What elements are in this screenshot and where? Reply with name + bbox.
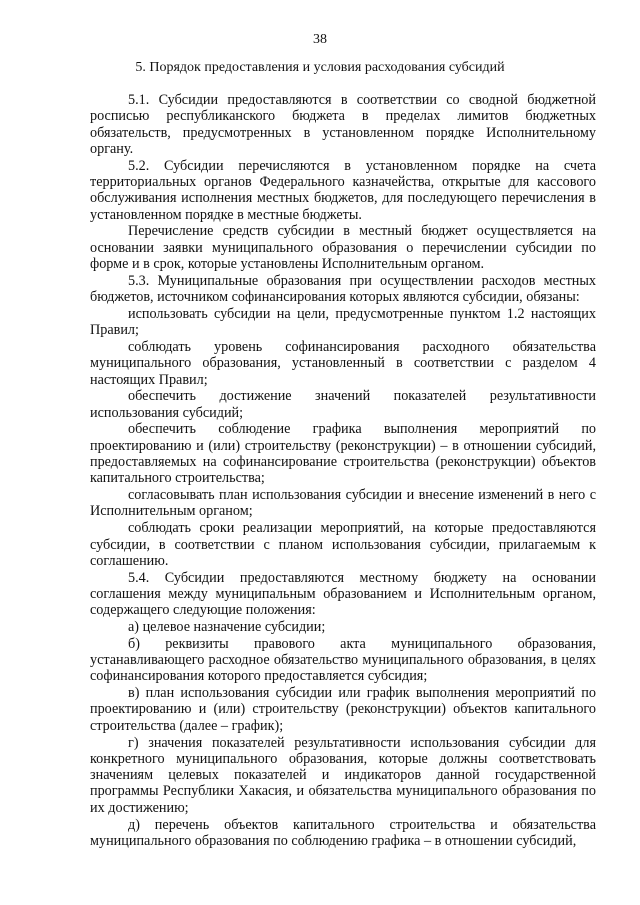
page-number: 38 (313, 32, 327, 47)
obligation-item: обеспечить достижение значений показателей результативности использования субсидий; (90, 388, 596, 421)
section-heading: 5. Порядок предоставления и условия расходования субсидий (135, 60, 505, 75)
agreement-item-g: г) значения показателей результативности использования субсидии для конкретного муниципального образования, которые должны соответствовать значениям целевых показателей и индикаторов данной государственной программы Республики Хакасия, и обязательства муниципального образования по их достижению; (90, 734, 596, 816)
agreement-item-b: б) реквизиты правового акта муниципального образования, устанавливающего расходное обязательство муниципального образования, в целях софинансирования которого предоставляется субсидия; (90, 635, 596, 685)
obligation-item: использовать субсидии на цели, предусмотренные пунктом 1.2 настоящих Правил; (90, 305, 596, 339)
agreement-item-d: д) перечень объектов капитального строительства и обязательства муниципального образования по соблюдению графика – в отношении субсидий, (90, 816, 596, 849)
paragraph-5-4: 5.4. Субсидии предоставляются местному бюджету на основании соглашения между муниципальным образованием и Исполнительным органом, содержащего следующие положения: (90, 569, 596, 619)
paragraph-5-3: 5.3. Муниципальные образования при осуществлении расходов местных бюджетов, источником софинансирования которых являются субсидии, обязаны: (90, 272, 596, 306)
agreement-item-a: а) целевое назначение субсидии; (128, 619, 326, 635)
paragraph-5-1: 5.1. Субсидии предоставляются в соответствии со сводной бюджетной росписью республиканского бюджета в пределах лимитов бюджетных обязательств, предусмотренных в установленном порядке Исполнительному органу. (90, 92, 596, 157)
paragraph-transfer: Перечисление средств субсидии в местный бюджет осуществляется на основании заявки муниципального образования о перечислении субсидии по форме и в срок, которые установлены Исполнительным органом. (90, 223, 596, 272)
agreement-item-v: в) план использования субсидии или график выполнения мероприятий по проектированию и (или) строительству (реконструкции) объектов капитального строительства (далее – график); (90, 685, 596, 734)
obligation-item: обеспечить соблюдение графика выполнения мероприятий по проектированию и (или) строительству (реконструкции) – в отношении субсидий, предоставляемых на софинансирование строительства (реконструкции) объектов капитального строительства; (90, 421, 596, 487)
obligation-item: соблюдать сроки реализации мероприятий, на которые предоставляются субсидии, в соответствии с планом использования субсидии, прилагаемым к соглашению. (90, 520, 596, 569)
section-body (90, 92, 596, 850)
paragraph-5-2: 5.2. Субсидии перечисляются в установленном порядке на счета территориальных органов Федерального казначейства, открытые для кассового обслуживания исполнения местных бюджетов, для последующего перечисления в установленном порядке в местные бюджеты. (90, 157, 596, 223)
obligation-item: согласовывать план использования субсидии и внесение изменений в него с Исполнительным органом; (90, 487, 596, 520)
obligation-item: соблюдать уровень софинансирования расходного обязательства муниципального образования, установленный в соответствии с разделом 4 настоящих Правил; (90, 338, 596, 388)
